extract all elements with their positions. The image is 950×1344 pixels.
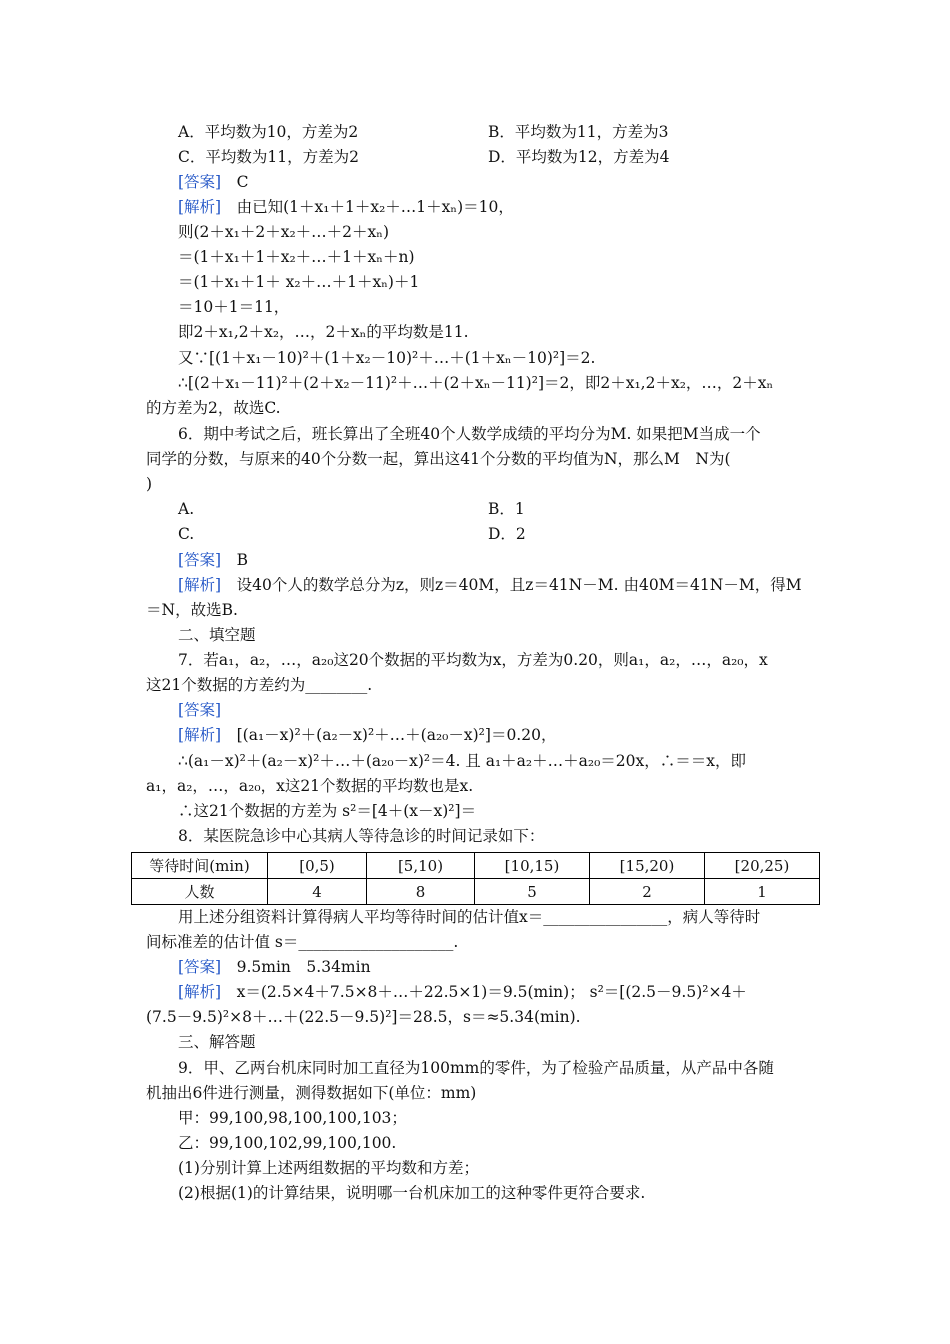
q8-stem-line-1: 8．某医院急诊中心其病人等待急诊的时间记录如下： (178, 827, 545, 845)
q7-explanation-line-3: a₁，a₂，…，a₂₀，x这21个数据的平均数也是x. (146, 777, 474, 795)
q9-stem-line-2: 机抽出6件进行测量，测得数据如下(单位：mm) (146, 1084, 477, 1102)
table-cell: 4 (268, 879, 367, 905)
q6-stem-line-2: 同学的分数，与原来的40个分数一起，算出这41个分数的平均值为N，那么M N为( (146, 450, 731, 468)
q6-option-c: C. (178, 525, 195, 543)
q9-data-yi: 乙：99,100,102,99,100,100. (178, 1134, 397, 1152)
q7-stem-line-2: 这21个数据的方差约为________. (146, 676, 373, 694)
q5-explanation-line-5: ＝10＋1＝11， (178, 298, 290, 316)
q8-answer (178, 956, 371, 978)
q5-option-a: A．平均数为10，方差为2 (178, 123, 359, 141)
explanation-text: [(a₁－x)²＋(a₂－x)²＋…＋(a₂₀－x)²]＝0.20， (236, 726, 557, 744)
q5-option-c: C．平均数为11，方差为2 (178, 148, 359, 166)
answer-value: B (236, 551, 249, 569)
q5-explanation-line-7: 又∵[(1＋x₁－10)²＋(1＋x₂－10)²＋…＋(1＋xₙ－10)²]＝2. (178, 349, 596, 367)
q6-option-a: A. (178, 500, 195, 518)
q7-stem-line-1: 7．若a₁，a₂，…，a₂₀这20个数据的平均数为x，方差为0.20，则a₁，a₂，…，a₂₀，x (178, 651, 768, 669)
q5-explanation-line-4: ＝(1＋x₁＋1＋ x₂＋…＋1＋xₙ)＋1 (178, 273, 420, 291)
q5-option-b: B．平均数为11，方差为3 (488, 123, 669, 141)
q6-explanation-line-2: ＝N，故选B. (146, 601, 238, 619)
answer-tag: [答案] (178, 958, 222, 976)
explanation-text: 设40个人的数学总分为z，则z＝40M，且z＝41N－M. 由40M＝41N－M，得M (236, 576, 802, 594)
q8-stem-line-2: 用上述分组资料计算得病人平均等待时间的估计值x＝________________，病人等待时 (178, 908, 761, 926)
explanation-tag: [解析] (178, 983, 222, 1001)
table-row (132, 879, 820, 905)
table-cell: 人数 (132, 879, 268, 905)
q6-stem-line-1: 6．期中考试之后，班长算出了全班40个人数学成绩的平均分为M. 如果把M当成一个 (178, 425, 761, 443)
table-header-cell: [5,10) (367, 853, 475, 879)
table-cell: 5 (475, 879, 590, 905)
table-row (132, 853, 820, 879)
answer-value: 9.5min 5.34min (236, 958, 371, 976)
q7-explanation-line-4: ∴这21个数据的方差为 s²＝[4＋(x－x)²]＝ (178, 802, 477, 820)
q6-explanation-line-1 (178, 574, 802, 596)
q5-explanation-line-3: ＝(1＋x₁＋1＋x₂＋…＋1＋xₙ＋n) (178, 248, 415, 266)
table-header-cell: [20,25) (705, 853, 820, 879)
q9-part-1: (1)分别计算上述两组数据的平均数和方差； (178, 1159, 479, 1177)
table-header-cell: [15,20) (590, 853, 705, 879)
explanation-text: 由已知(1＋x₁＋1＋x₂＋…1＋xₙ)＝10， (236, 198, 514, 216)
q5-answer (178, 171, 249, 193)
q8-explanation-line-1 (178, 981, 747, 1003)
answer-tag: [答案] (178, 173, 222, 191)
table-cell: 1 (705, 879, 820, 905)
explanation-tag: [解析] (178, 726, 222, 744)
table-header-cell: [0,5) (268, 853, 367, 879)
answer-tag: [答案] (178, 701, 222, 719)
q9-data-jia: 甲：99,100,98,100,100,103； (178, 1109, 407, 1127)
q7-answer (178, 699, 221, 721)
q7-explanation-line-2: ∴(a₁－x)²＋(a₂－x)²＋…＋(a₂₀－x)²＝4. 且 a₁＋a₂＋…＋a₂₀＝20x，∴＝＝x，即 (178, 752, 747, 770)
q9-stem-line-1: 9．甲、乙两台机床同时加工直径为100mm的零件，为了检验产品质量，从产品中各随 (178, 1059, 774, 1077)
q5-explanation-line-1 (178, 196, 514, 218)
q6-option-d: D．2 (488, 525, 526, 543)
q8-explanation-line-2: (7.5－9.5)²×8＋…＋(22.5－9.5)²]＝28.5，s＝≈5.34(min). (146, 1008, 581, 1026)
explanation-tag: [解析] (178, 198, 222, 216)
q5-explanation-line-8: ∴[(2＋x₁－11)²＋(2＋x₂－11)²＋…＋(2＋xₙ－11)²]＝2，即2＋x₁,2＋x₂，…，2＋xₙ (178, 374, 774, 392)
q6-option-b: B．1 (488, 500, 525, 518)
table-header-cell: [10,15) (475, 853, 590, 879)
q5-explanation-line-6: 即2＋x₁,2＋x₂，…，2＋xₙ的平均数是11. (178, 323, 469, 341)
q5-option-d: D．平均数为12，方差为4 (488, 148, 670, 166)
section-heading-fill-in: 二、填空题 (178, 626, 256, 644)
q5-explanation-line-2: 则(2＋x₁＋2＋x₂＋…＋2＋xₙ) (178, 223, 390, 241)
table-cell: 8 (367, 879, 475, 905)
q5-explanation-line-9: 的方差为2，故选C. (146, 399, 281, 417)
waiting-time-table (131, 852, 820, 905)
answer-value: C (236, 173, 249, 191)
table-header-cell: 等待时间(min) (132, 853, 268, 879)
q6-stem-line-3: ) (146, 475, 153, 493)
q9-part-2: (2)根据(1)的计算结果，说明哪一台机床加工的这种零件更符合要求. (178, 1184, 646, 1202)
section-heading-solve: 三、解答题 (178, 1033, 256, 1051)
q8-stem-line-3: 间标准差的估计值 s＝____________________. (146, 933, 459, 951)
table-cell: 2 (590, 879, 705, 905)
q7-explanation-line-1 (178, 724, 556, 746)
explanation-text: x＝(2.5×4＋7.5×8＋…＋22.5×1)＝9.5(min)； s²＝[(2.5－9.5)²×4＋ (236, 983, 747, 1001)
q6-answer (178, 549, 248, 571)
explanation-tag: [解析] (178, 576, 222, 594)
answer-tag: [答案] (178, 551, 222, 569)
